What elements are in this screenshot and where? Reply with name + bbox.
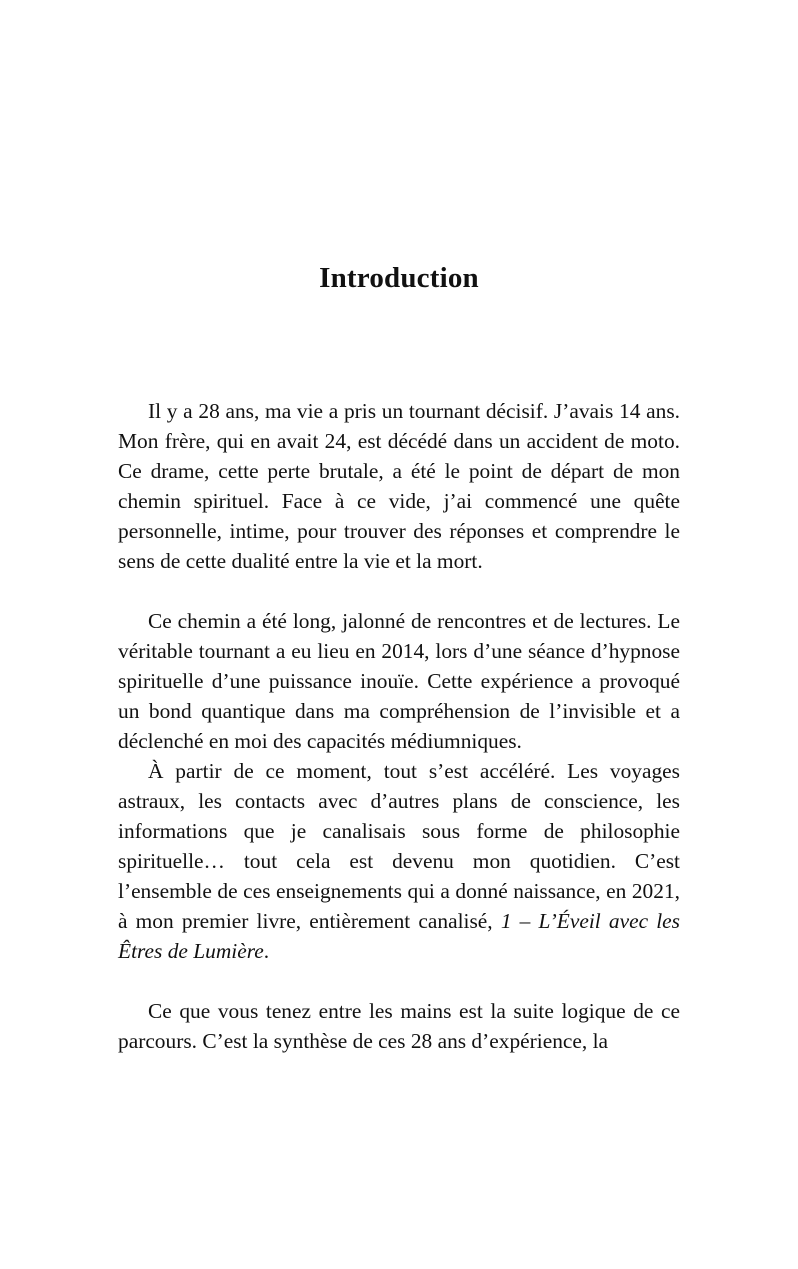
paragraph-3 [118, 756, 680, 966]
paragraph-2: Ce chemin a été long, jalonné de rencontres et de lectures. Le véritable tournant a eu lieu en 2014, lors d’une séance d’hypnose spirituelle d’une puissance inouïe. Cette expérience a provoqué un bond quantique dans ma compréhension de l’invisible et a déclenché en moi des capacités médiumniques. [118, 609, 680, 753]
paragraph-4: Ce que vous tenez entre les mains est la suite logique de ce parcours. C’est la synthèse de ces 28 ans d’expérience, la [118, 999, 680, 1053]
book-title-reference: 1 – L’Éveil avec les Êtres de Lumière [118, 909, 680, 963]
chapter-body [118, 396, 680, 1056]
paragraph-3-text: À partir de ce moment, tout s’est accéléré. Les voyages astraux, les contacts avec d’autres plans de conscience, les informations que je canalisais sous forme de philosophie spirituelle… tout cela est devenu mon quotidien. C’est l’ensemble de ces enseignements qui a donné naissance, en 2021, à mon premier livre, entièrement canalisé, [118, 759, 680, 933]
paragraph-1: Il y a 28 ans, ma vie a pris un tournant décisif. J’avais 14 ans. Mon frère, qui en avait 24, est décédé dans un accident de moto. Ce drame, cette perte brutale, a été le point de départ de mon chemin spirituel. Face à ce vide, j’ai commencé une quête personnelle, intime, pour trouver des réponses et comprendre le sens de cette dualité entre la vie et la mort. [118, 399, 680, 573]
paragraph-3-end: . [263, 939, 270, 963]
chapter-title: Introduction [319, 262, 479, 294]
